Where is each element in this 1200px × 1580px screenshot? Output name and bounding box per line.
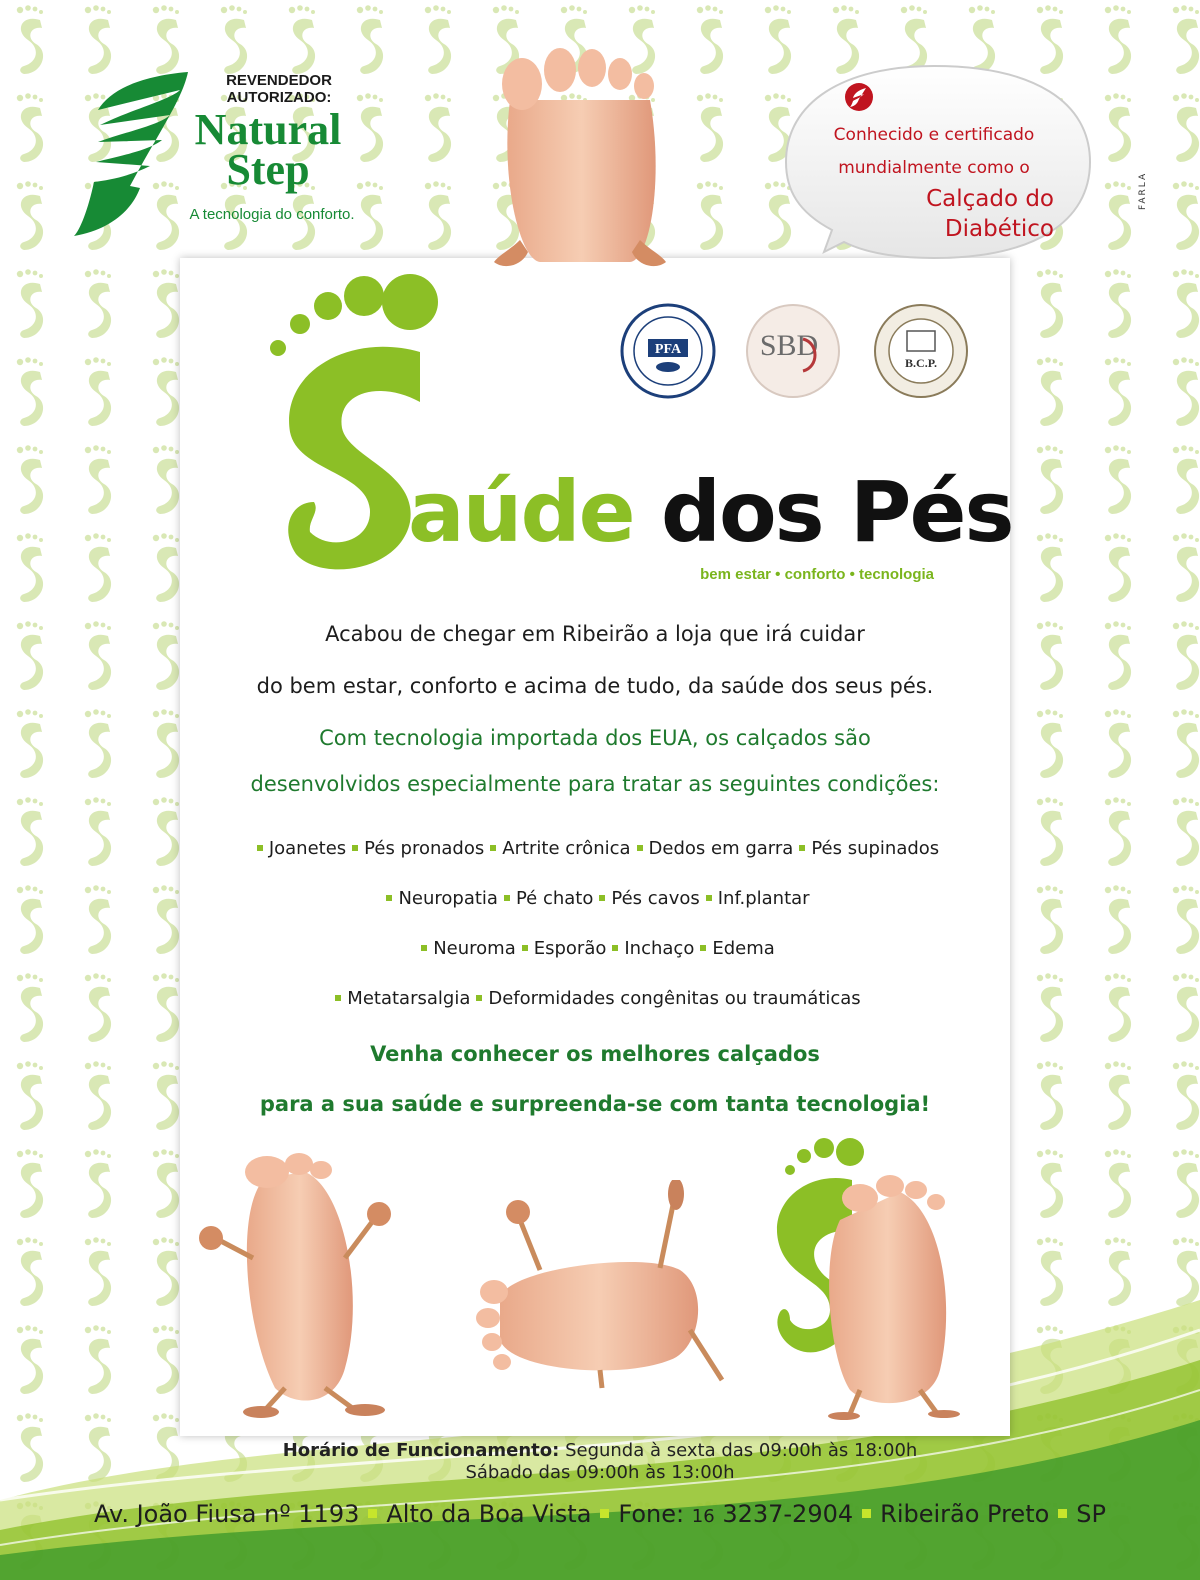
- bubble-emphasis-line-1: Calçado do: [926, 186, 1054, 212]
- conditions-row-4: [180, 988, 1010, 1009]
- conditions-row-2: [180, 888, 1010, 909]
- store-address: [40, 1500, 1160, 1528]
- seal-pfa-label: PFA: [654, 342, 682, 357]
- bullet-icon: [612, 945, 618, 951]
- city: Ribeirão Preto: [880, 1500, 1050, 1528]
- bubble-text-line-1: Conhecido e certificado: [833, 125, 1035, 145]
- bullet-icon: [862, 1509, 871, 1518]
- phone-number: 3237-2904: [722, 1500, 854, 1528]
- reseller-label: REVENDEDOR AUTORIZADO:: [226, 72, 332, 106]
- brand-line-1: Natural: [194, 105, 342, 154]
- condition-item: Deformidades congênitas ou traumáticas: [488, 988, 861, 1009]
- conditions-row-1: [180, 838, 1010, 859]
- bullet-icon: [600, 1509, 609, 1518]
- bullet-icon: [257, 845, 263, 851]
- bullet-icon: [476, 995, 482, 1001]
- saturday-hours: Sábado das 09:00h às 13:00h: [465, 1462, 735, 1483]
- bullet-icon: [421, 945, 427, 951]
- district: Alto da Boa Vista: [386, 1500, 592, 1528]
- condition-item: Joanetes: [268, 838, 347, 859]
- condition-item: Neuropatia: [398, 888, 498, 909]
- weekday-hours: Segunda à sexta das 09:00h às 18:00h: [565, 1440, 918, 1461]
- condition-item: Pés cavos: [611, 888, 700, 909]
- condition-item: Neuroma: [433, 938, 516, 959]
- condition-item: Pé chato: [515, 888, 594, 909]
- bullet-icon: [335, 995, 341, 1001]
- cta-line-1: Venha conhecer os melhores calçados: [370, 1042, 820, 1066]
- brand-line-2: Step: [226, 145, 310, 194]
- bullet-icon: [522, 945, 528, 951]
- condition-item: Inf.plantar: [717, 888, 810, 909]
- bullet-icon: [706, 895, 712, 901]
- title-black-part: dos Pés: [660, 463, 1013, 561]
- seal-sbd-label: SBD: [759, 329, 819, 362]
- condition-item: Edema: [712, 938, 775, 959]
- cta-line-2: para a sua saúde e surpreenda-se com tanta tecnologia!: [259, 1092, 931, 1116]
- street-address: Av. João Fiusa nº 1193: [93, 1500, 360, 1528]
- bubble-text-line-2: mundialmente como o: [838, 158, 1030, 178]
- bullet-icon: [1058, 1509, 1067, 1518]
- sbd-seal-icon: [745, 303, 841, 399]
- condition-item: Inchaço: [624, 938, 695, 959]
- bullet-icon: [386, 895, 392, 901]
- bubble-emphasis-line-2: Diabético: [944, 216, 1054, 242]
- condition-item: Esporão: [533, 938, 607, 959]
- intro-line-1: Acabou de chegar em Ribeirão a loja que irá cuidar: [325, 622, 865, 646]
- condition-item: Artrite crônica: [502, 838, 631, 859]
- seal-bcp-label: B.C.P.: [905, 356, 937, 370]
- pfa-seal-icon: [620, 303, 716, 399]
- agency-credit: FARLA: [1138, 171, 1148, 210]
- tech-line-2: desenvolvidos especialmente para tratar as seguintes condições:: [250, 772, 940, 796]
- condition-item: Pés pronados: [364, 838, 485, 859]
- natural-step-wing-icon: [844, 82, 874, 112]
- phone-area-code: 16: [691, 1506, 715, 1527]
- bullet-icon: [504, 895, 510, 901]
- natural-step-logo: [70, 70, 370, 240]
- bullet-icon: [700, 945, 706, 951]
- condition-item: Dedos em garra: [648, 838, 794, 859]
- foot-character-with-logo-illustration: [760, 1130, 980, 1420]
- certification-speech-bubble: [784, 62, 1094, 262]
- opening-hours: [200, 1440, 1000, 1484]
- bullet-icon: [799, 845, 805, 851]
- store-name-title: [408, 462, 1012, 562]
- brand-tagline: A tecnologia do conforto.: [189, 206, 355, 223]
- title-green-part: aúde: [408, 463, 634, 561]
- foot-character-waving-illustration: [195, 1148, 415, 1418]
- condition-item: Pés supinados: [811, 838, 940, 859]
- conditions-row-3: [180, 938, 1010, 959]
- bullet-icon: [368, 1509, 377, 1518]
- bullet-icon: [352, 845, 358, 851]
- intro-line-2: do bem estar, conforto e acima de tudo, da saúde dos seus pés.: [256, 674, 934, 698]
- foot-character-top-illustration: [480, 40, 680, 290]
- condition-item: Metatarsalgia: [347, 988, 471, 1009]
- bcp-seal-icon: [873, 303, 969, 399]
- foot-character-flipping-illustration: [460, 1180, 730, 1390]
- bullet-icon: [637, 845, 643, 851]
- tech-line-1: Com tecnologia importada dos EUA, os calçados são: [319, 726, 871, 750]
- bullet-icon: [490, 845, 496, 851]
- phone-label: Fone:: [618, 1500, 685, 1528]
- opening-hours-label: Horário de Funcionamento:: [282, 1440, 560, 1461]
- bullet-icon: [599, 895, 605, 901]
- state: SP: [1076, 1500, 1107, 1528]
- store-slogan: bem estar • conforto • tecnologia: [700, 566, 934, 583]
- brand-name: [178, 105, 358, 194]
- opening-hours-line-1: [200, 1440, 1000, 1462]
